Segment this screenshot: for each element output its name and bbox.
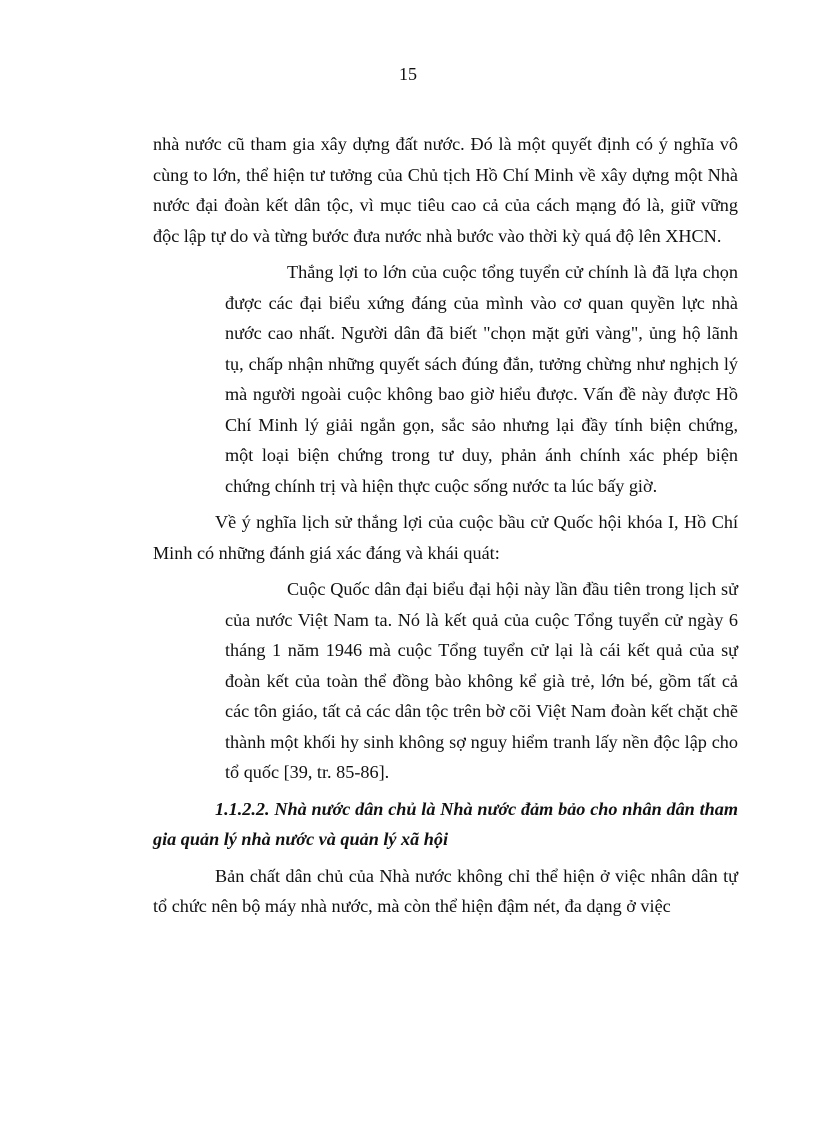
document-body (153, 129, 738, 922)
paragraph-continued: nhà nước cũ tham gia xây dựng đất nước. Đó là một quyết định có ý nghĩa vô cùng to lớn, thể hiện tư tưởng của Chủ tịch Hồ Chí Minh về xây dựng một Nhà nước đại đoàn kết dân tộc, vì mục tiêu cao cả của cách mạng đó là, giữ vững độc lập tự do và từng bước đưa nước nhà bước vào thời kỳ quá độ lên XHCN. (153, 134, 738, 246)
block-quote-1: Thắng lợi to lớn của cuộc tổng tuyển cử chính là đã lựa chọn được các đại biểu xứng đáng của mình vào cơ quan quyền lực nhà nước cao nhất. Người dân đã biết "chọn mặt gửi vàng", ủng hộ lãnh tụ, chấp nhận những quyết sách đúng đắn, tưởng chừng như nghịch lý mà người ngoài cuộc không bao giờ hiểu được. Vấn đề này được Hồ Chí Minh lý giải ngắn gọn, sắc sảo nhưng lại đầy tính biện chứng, một loại biện chứng trong tư duy, phản ánh chính xác phép biện chứng chính trị và hiện thực cuộc sống nước ta lúc bấy giờ. (225, 262, 738, 496)
page-number: 15 (399, 64, 417, 84)
paragraph-2: Về ý nghĩa lịch sử thắng lợi của cuộc bầu cử Quốc hội khóa I, Hồ Chí Minh có những đánh giá xác đáng và khái quát: (153, 512, 738, 563)
paragraph-3: Bản chất dân chủ của Nhà nước không chỉ thể hiện ở việc nhân dân tự tổ chức nên bộ máy nhà nước, mà còn thể hiện đậm nét, đa dạng ở việc (153, 865, 738, 916)
block-quote-2: Cuộc Quốc dân đại biểu đại hội này lần đầu tiên trong lịch sử của nước Việt Nam ta. Nó là kết quả của cuộc Tổng tuyển cử ngày 6 tháng 1 năm 1946 mà cuộc Tổng tuyển cử lại là cái kết quả của sự đoàn kết của toàn thể đồng bào không kể già trẻ, lớn bé, gồm tất cả các tôn giáo, tất cả các dân tộc trên bờ cõi Việt Nam đoàn kết chặt chẽ thành một khối hy sinh không sợ nguy hiểm tranh lấy nền độc lập cho tổ quốc [39, tr. 85-86]. (225, 579, 738, 782)
section-heading: 1.1.2.2. Nhà nước dân chủ là Nhà nước đảm bảo cho nhân dân tham gia quản lý nhà nước và quản lý xã hội (153, 798, 738, 849)
